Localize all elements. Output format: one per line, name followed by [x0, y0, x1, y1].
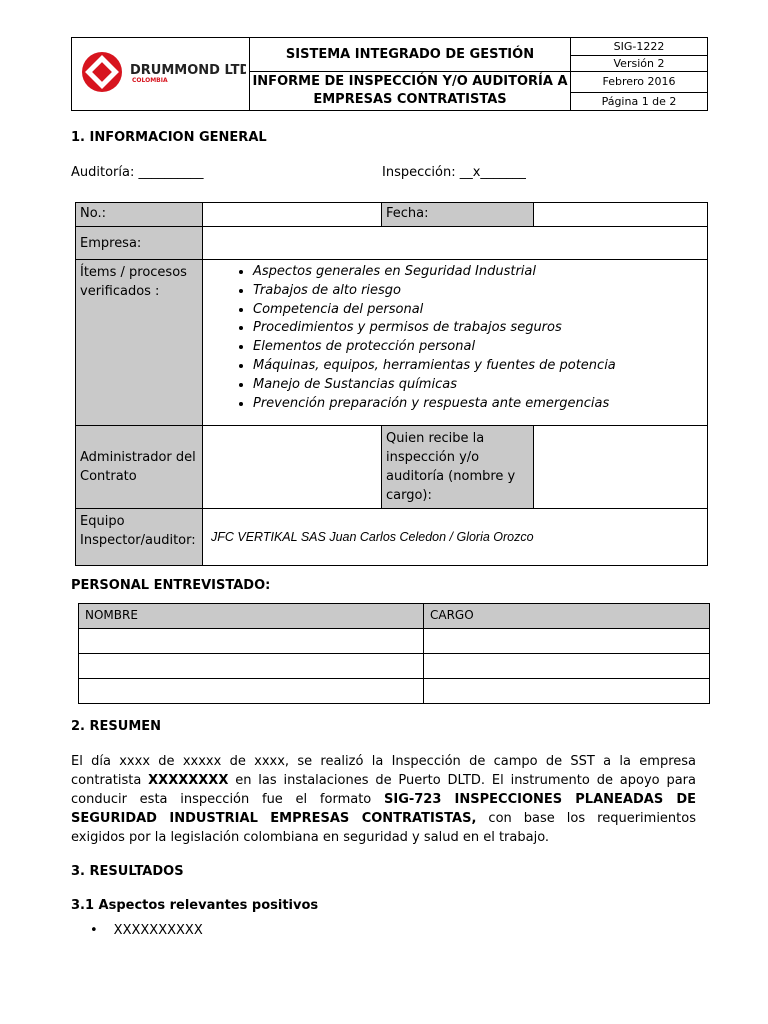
fecha-value: [534, 203, 708, 227]
list-item: • Aspectos generales en Seguridad Industrial: [253, 263, 703, 282]
system-title: SISTEMA INTEGRADO DE GESTIÓN: [250, 38, 571, 72]
list-item: • Procedimientos y permisos de trabajos seguros: [253, 319, 703, 338]
table-row: [79, 654, 710, 679]
team-label: Equipo Inspector/auditor:: [76, 509, 203, 566]
nombre-cell[interactable]: [79, 629, 424, 654]
list-item: • Prevención preparación y respuesta ante emergencias: [253, 395, 703, 414]
col-nombre-header: NOMBRE: [79, 604, 424, 629]
report-title: INFORME DE INSPECCIÓN Y/O AUDITORÍA A EMPRESAS CONTRATISTAS: [250, 72, 571, 111]
drummond-logo-icon: [76, 47, 246, 97]
cargo-cell[interactable]: [424, 654, 710, 679]
personal-title: PERSONAL ENTREVISTADO:: [71, 578, 271, 593]
document-header: [71, 37, 708, 111]
list-item: • Elementos de protección personal: [253, 338, 703, 357]
doc-code: SIG-1222: [571, 38, 708, 56]
bullet-icon: •: [90, 923, 98, 938]
cargo-cell[interactable]: [424, 679, 710, 704]
empresa-value: [203, 227, 708, 260]
format-name: SIG-723 INSPECCIONES PLANEADAS DE SEGURIDAD INDUSTRIAL EMPRESAS CONTRATISTAS,: [71, 792, 696, 826]
section-1-title: 1. INFORMACION GENERAL: [71, 130, 267, 145]
receiver-label: Quien recibe la inspección y/o auditoría (nombre y cargo):: [382, 426, 534, 509]
list-item: • Trabajos de alto riesgo: [253, 282, 703, 301]
items-list: [207, 263, 703, 413]
items-label: Ítems / procesos verificados :: [76, 260, 203, 426]
company-country: COLOMBIA: [131, 77, 168, 84]
list-item: • Máquinas, equipos, herramientas y fuentes de potencia: [253, 357, 703, 376]
company-name: DRUMMOND LTD.: [129, 63, 246, 78]
section-3-title: 3. RESULTADOS: [71, 864, 184, 879]
company-logo: [72, 38, 250, 111]
receiver-value: [534, 426, 708, 509]
summary-paragraph: El día xxxx de xxxxx de xxxx, se realizó la Inspección de campo de SST a la empresa contratista XXXXXXXX en las instalaciones de Puerto DLTD. El instrumento de apoyo para conducir esta inspección fue el formato SIG-723 INSPECCIONES PLANEADAS DE SEGURIDAD INDUSTRIAL EMPRESAS CONTRATISTAS, con base los requerimientos exigidos por la legislación colombiana en seguridad y salud en el trabajo.: [71, 754, 696, 845]
cargo-cell[interactable]: [424, 629, 710, 654]
list-item: • Manejo de Sustancias químicas: [253, 376, 703, 395]
general-info-table: [75, 202, 708, 566]
section-3-1-title: 3.1 Aspectos relevantes positivos: [71, 898, 319, 913]
doc-page: Página 1 de 2: [571, 92, 708, 110]
no-value: [203, 203, 382, 227]
empresa-label: Empresa:: [76, 227, 203, 260]
col-cargo-header: CARGO: [424, 604, 710, 629]
doc-date: Febrero 2016: [571, 72, 708, 93]
contractor-name: XXXXXXXX: [148, 773, 229, 788]
admin-value: [203, 426, 382, 509]
nombre-cell[interactable]: [79, 679, 424, 704]
no-label: No.:: [76, 203, 203, 227]
positive-aspect-item: • XXXXXXXXXX: [90, 923, 203, 938]
list-item: • Competencia del personal: [253, 301, 703, 320]
table-row: [79, 679, 710, 704]
fecha-label: Fecha:: [382, 203, 534, 227]
section-2-title: 2. RESUMEN: [71, 719, 162, 734]
personal-table: [78, 603, 710, 704]
nombre-cell[interactable]: [79, 654, 424, 679]
doc-version: Versión 2: [571, 56, 708, 72]
admin-label: Administrador del Contrato: [76, 426, 203, 509]
team-value: JFC VERTIKAL SAS Juan Carlos Celedon / Gloria Orozco: [203, 509, 708, 566]
auditoria-field: Auditoría: __________: [71, 165, 204, 180]
items-list-cell: [203, 260, 708, 426]
table-row: [79, 629, 710, 654]
inspeccion-field: Inspección: __x_______: [382, 165, 526, 180]
